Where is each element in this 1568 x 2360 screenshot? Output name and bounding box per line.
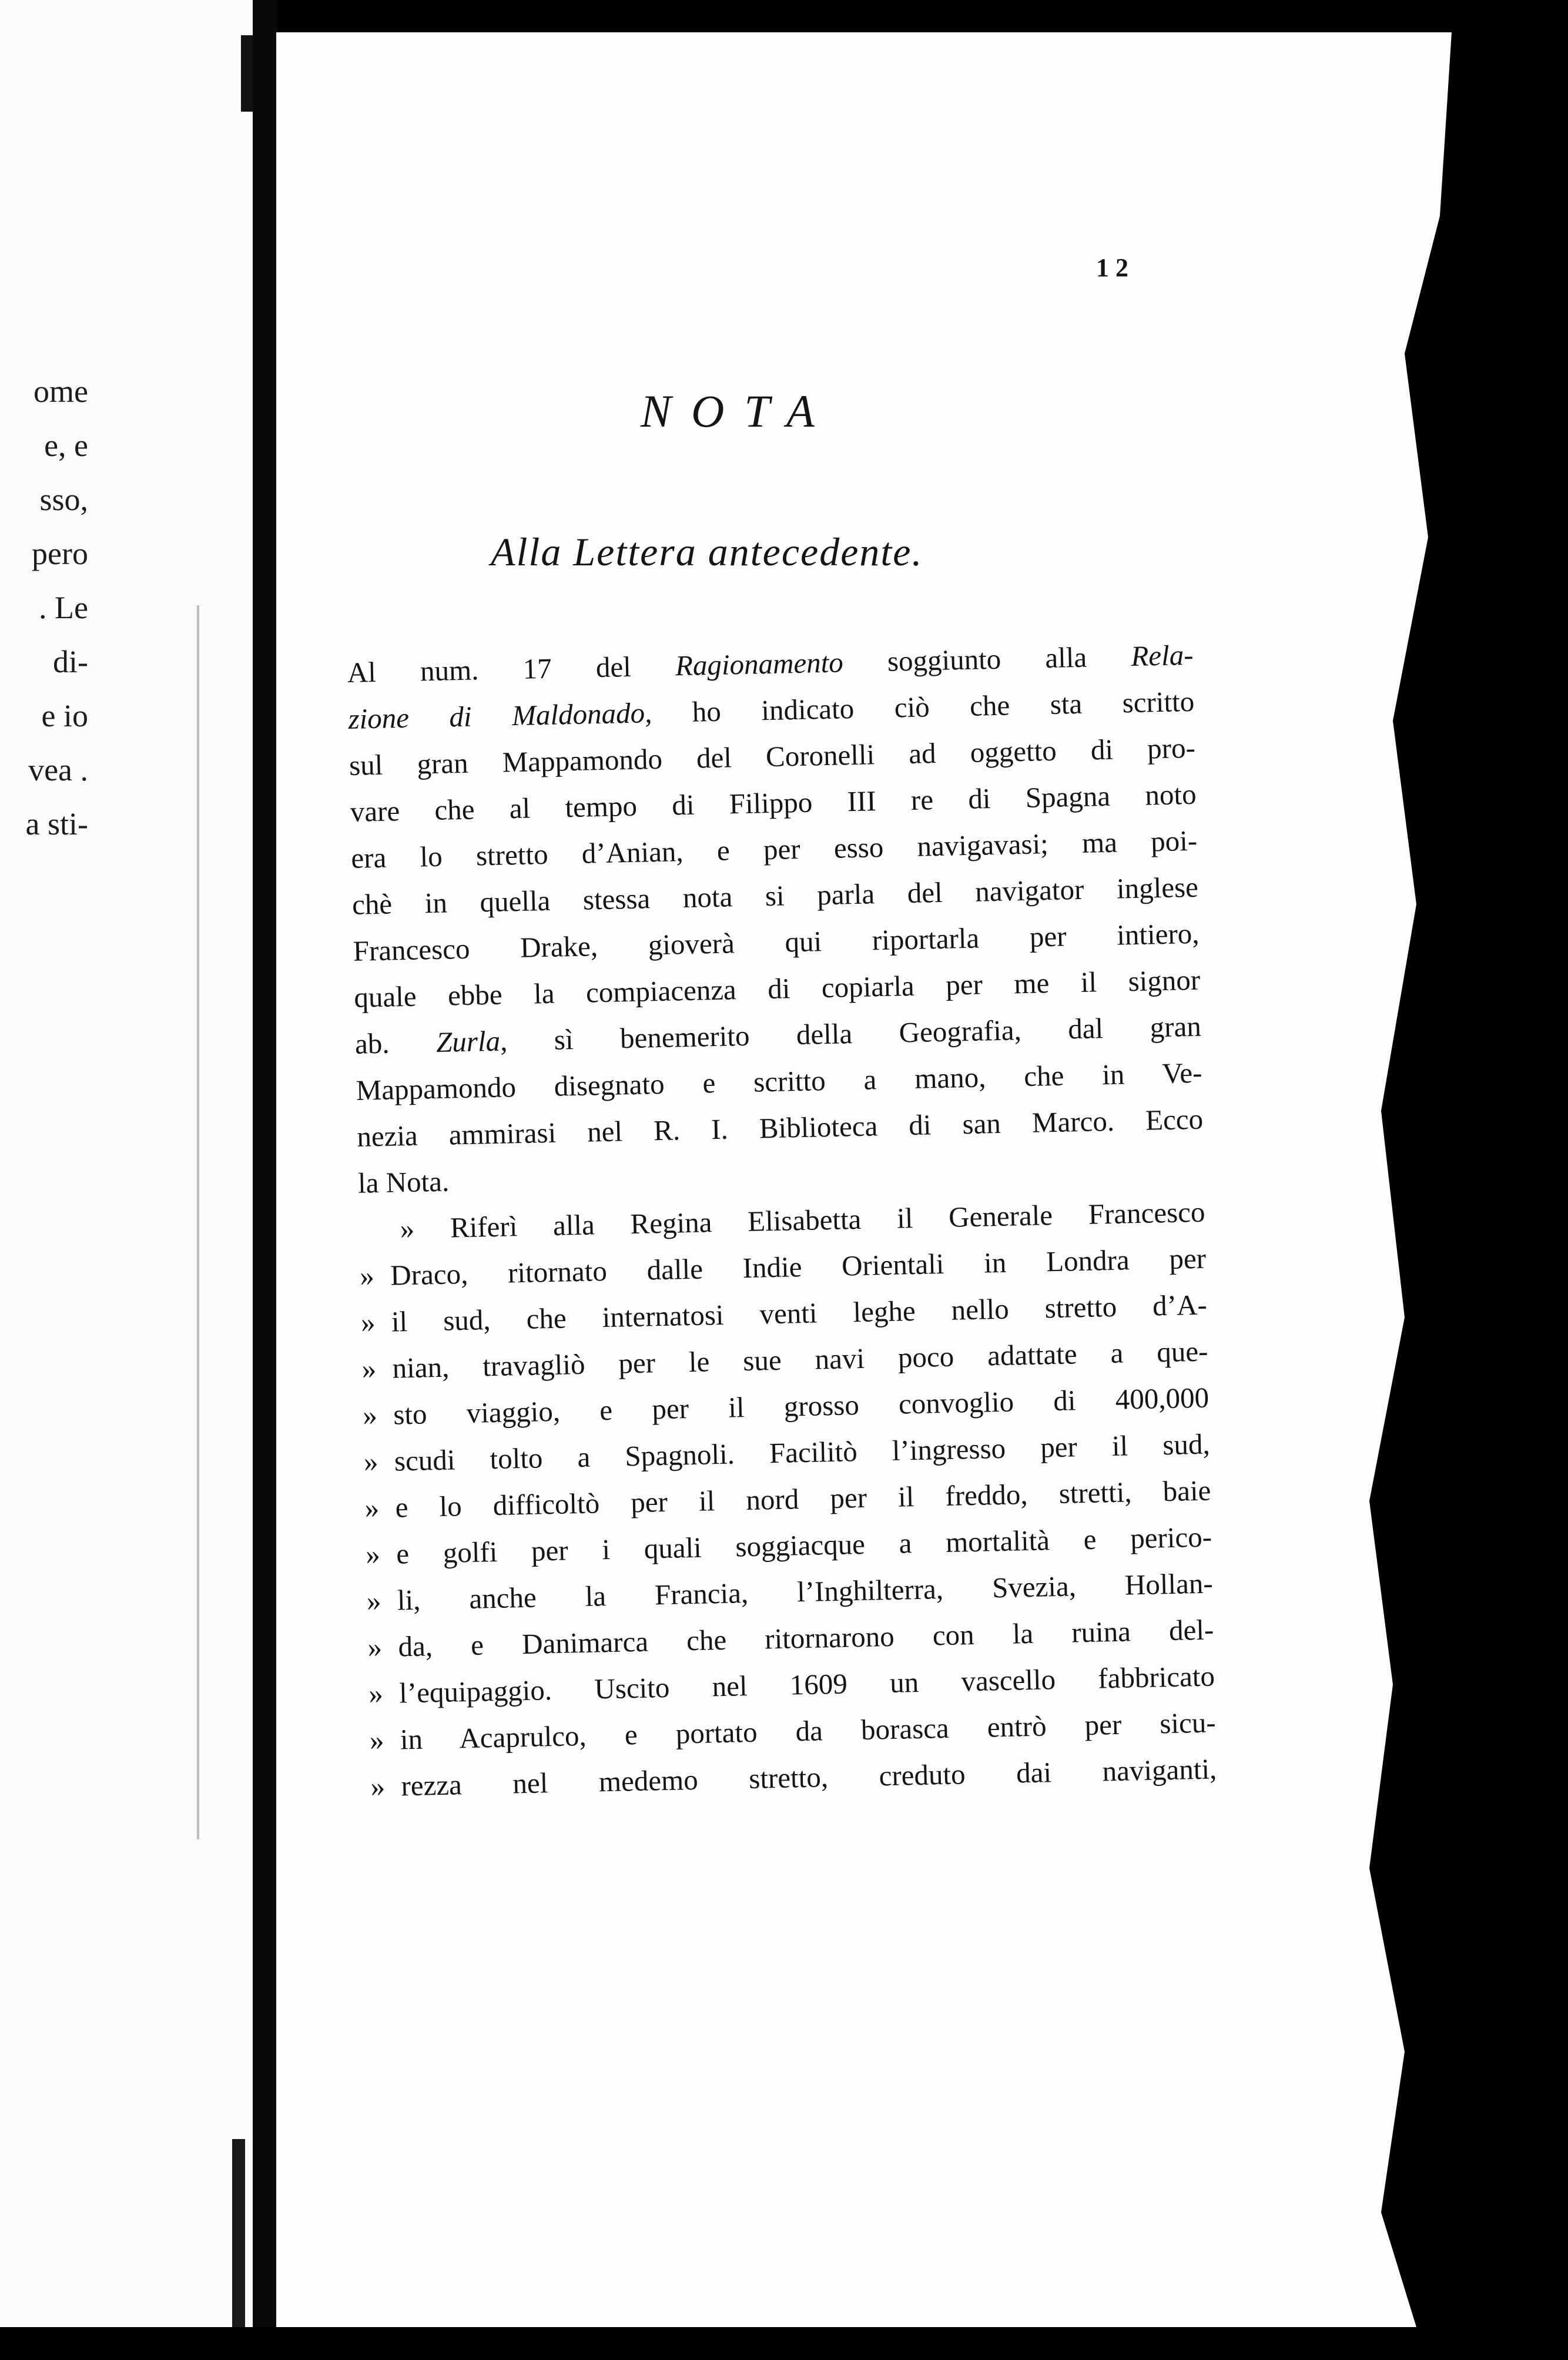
text-segment: sul gran Mappamondo del Coronelli ad oggetto di pro- (349, 731, 1196, 782)
quotation-mark: » (367, 1631, 383, 1664)
text-segment: era lo stretto d’Anian, e per esso navigavasi; ma poi- (350, 824, 1198, 874)
text-segment: e golfi per i quali soggiacque a mortalità e perico- (396, 1520, 1212, 1570)
quotation-mark: » (364, 1491, 380, 1524)
text-segment: in Acaprulco, e portato da borasca entrò per sicu- (400, 1706, 1217, 1756)
quotation-mark: » (370, 1770, 386, 1803)
text-segment: Mappamondo disegnato e scritto a mano, che in Ve- (356, 1056, 1202, 1107)
quotation-mark: » (360, 1306, 376, 1339)
quotation-mark: » (363, 1445, 379, 1478)
quotation-mark: » (362, 1399, 378, 1432)
body-text (347, 632, 1217, 1810)
italic-text: Rela- (1130, 638, 1194, 673)
text-segment: chè in quella stessa nota si parla del navigator inglese (351, 870, 1199, 921)
text-segment: la Nota. (357, 1165, 450, 1199)
text-segment: e lo difficoltò per il nord per il freddo, stretti, baie (395, 1474, 1211, 1524)
text-segment: nian, travagliò per le sue navi poco adattate a que- (392, 1335, 1208, 1385)
facing-page-text (0, 364, 88, 851)
text-segment: il sud, che internatosi venti leghe nello stretto d’A- (391, 1288, 1208, 1338)
text-segment: scudi tolto a Spagnoli. Facilitò l’ingresso per il sud, (394, 1427, 1211, 1477)
text-segment: soggiunto alla (843, 640, 1131, 679)
facing-page-line: e, e (44, 428, 88, 463)
binding-thread (232, 2139, 245, 2327)
quotation-mark: » (359, 1259, 375, 1292)
page-number: 1 2 (1096, 253, 1128, 282)
text-segment: da, e Danimarca che ritornarono con la ruina del- (397, 1613, 1214, 1663)
text-segment: , sì benemerito della Geografia, dal gran (500, 1010, 1202, 1057)
quotation-mark: » (365, 1538, 381, 1571)
facing-page-line: . Le (39, 590, 88, 625)
facing-page-line: sso, (39, 482, 88, 517)
text-segment: ab. (354, 1025, 437, 1060)
italic-text: Ragionamento (675, 646, 844, 682)
quotation-mark: » (366, 1584, 381, 1617)
facing-page-line: a sti- (25, 806, 88, 842)
text-segment: l’equipaggio. Uscito nel 1609 un vascello fabbricato (398, 1660, 1215, 1709)
book-gutter (253, 0, 277, 2327)
italic-text: zione di Maldonado, (347, 696, 652, 735)
text-segment: ho indicato ciò che sta scritto (651, 685, 1195, 729)
page-subtitle: Alla Lettera antecedente. (491, 529, 923, 574)
italic-text: Zurla (435, 1024, 501, 1058)
facing-page-line: vea . (28, 752, 88, 787)
text-segment: nezia ammirasi nel R. I. Biblioteca di san Marco. Ecco (356, 1102, 1204, 1153)
text-segment: Draco, ritornato dalle Indie Orientali in Londra per (390, 1242, 1207, 1292)
facing-page-line: di- (53, 644, 88, 679)
page-crease (197, 605, 199, 1839)
text-segment: quale ebbe la compiacenza di copiarla per me il signor (353, 963, 1201, 1014)
quotation-mark: » (361, 1352, 377, 1385)
text-segment: Al num. 17 del (347, 649, 676, 689)
text-segment: rezza nel medemo stretto, creduto dai naviganti, (400, 1752, 1217, 1802)
text-segment: Francesco Drake, gioverà qui riportarla per intiero, (353, 917, 1200, 967)
quotation-mark: » (368, 1677, 384, 1710)
text-segment: sto viaggio, e per il grosso convoglio di 400,000 (393, 1381, 1209, 1431)
facing-page-edge (0, 0, 266, 2327)
facing-page-line: e io (41, 698, 88, 733)
facing-page-line: ome (33, 374, 88, 409)
text-segment: » Riferì alla Regina Elisabetta il Generale Francesco (400, 1195, 1205, 1245)
page-title: NOTA (641, 385, 835, 437)
text-segment: vare che al tempo di Filippo III re di Spagna noto (350, 777, 1197, 828)
text-segment: li, anche la Francia, l’Inghilterra, Svezia, Hollan- (397, 1567, 1214, 1617)
facing-page-line: pero (32, 536, 88, 571)
quotation-mark: » (369, 1724, 384, 1756)
